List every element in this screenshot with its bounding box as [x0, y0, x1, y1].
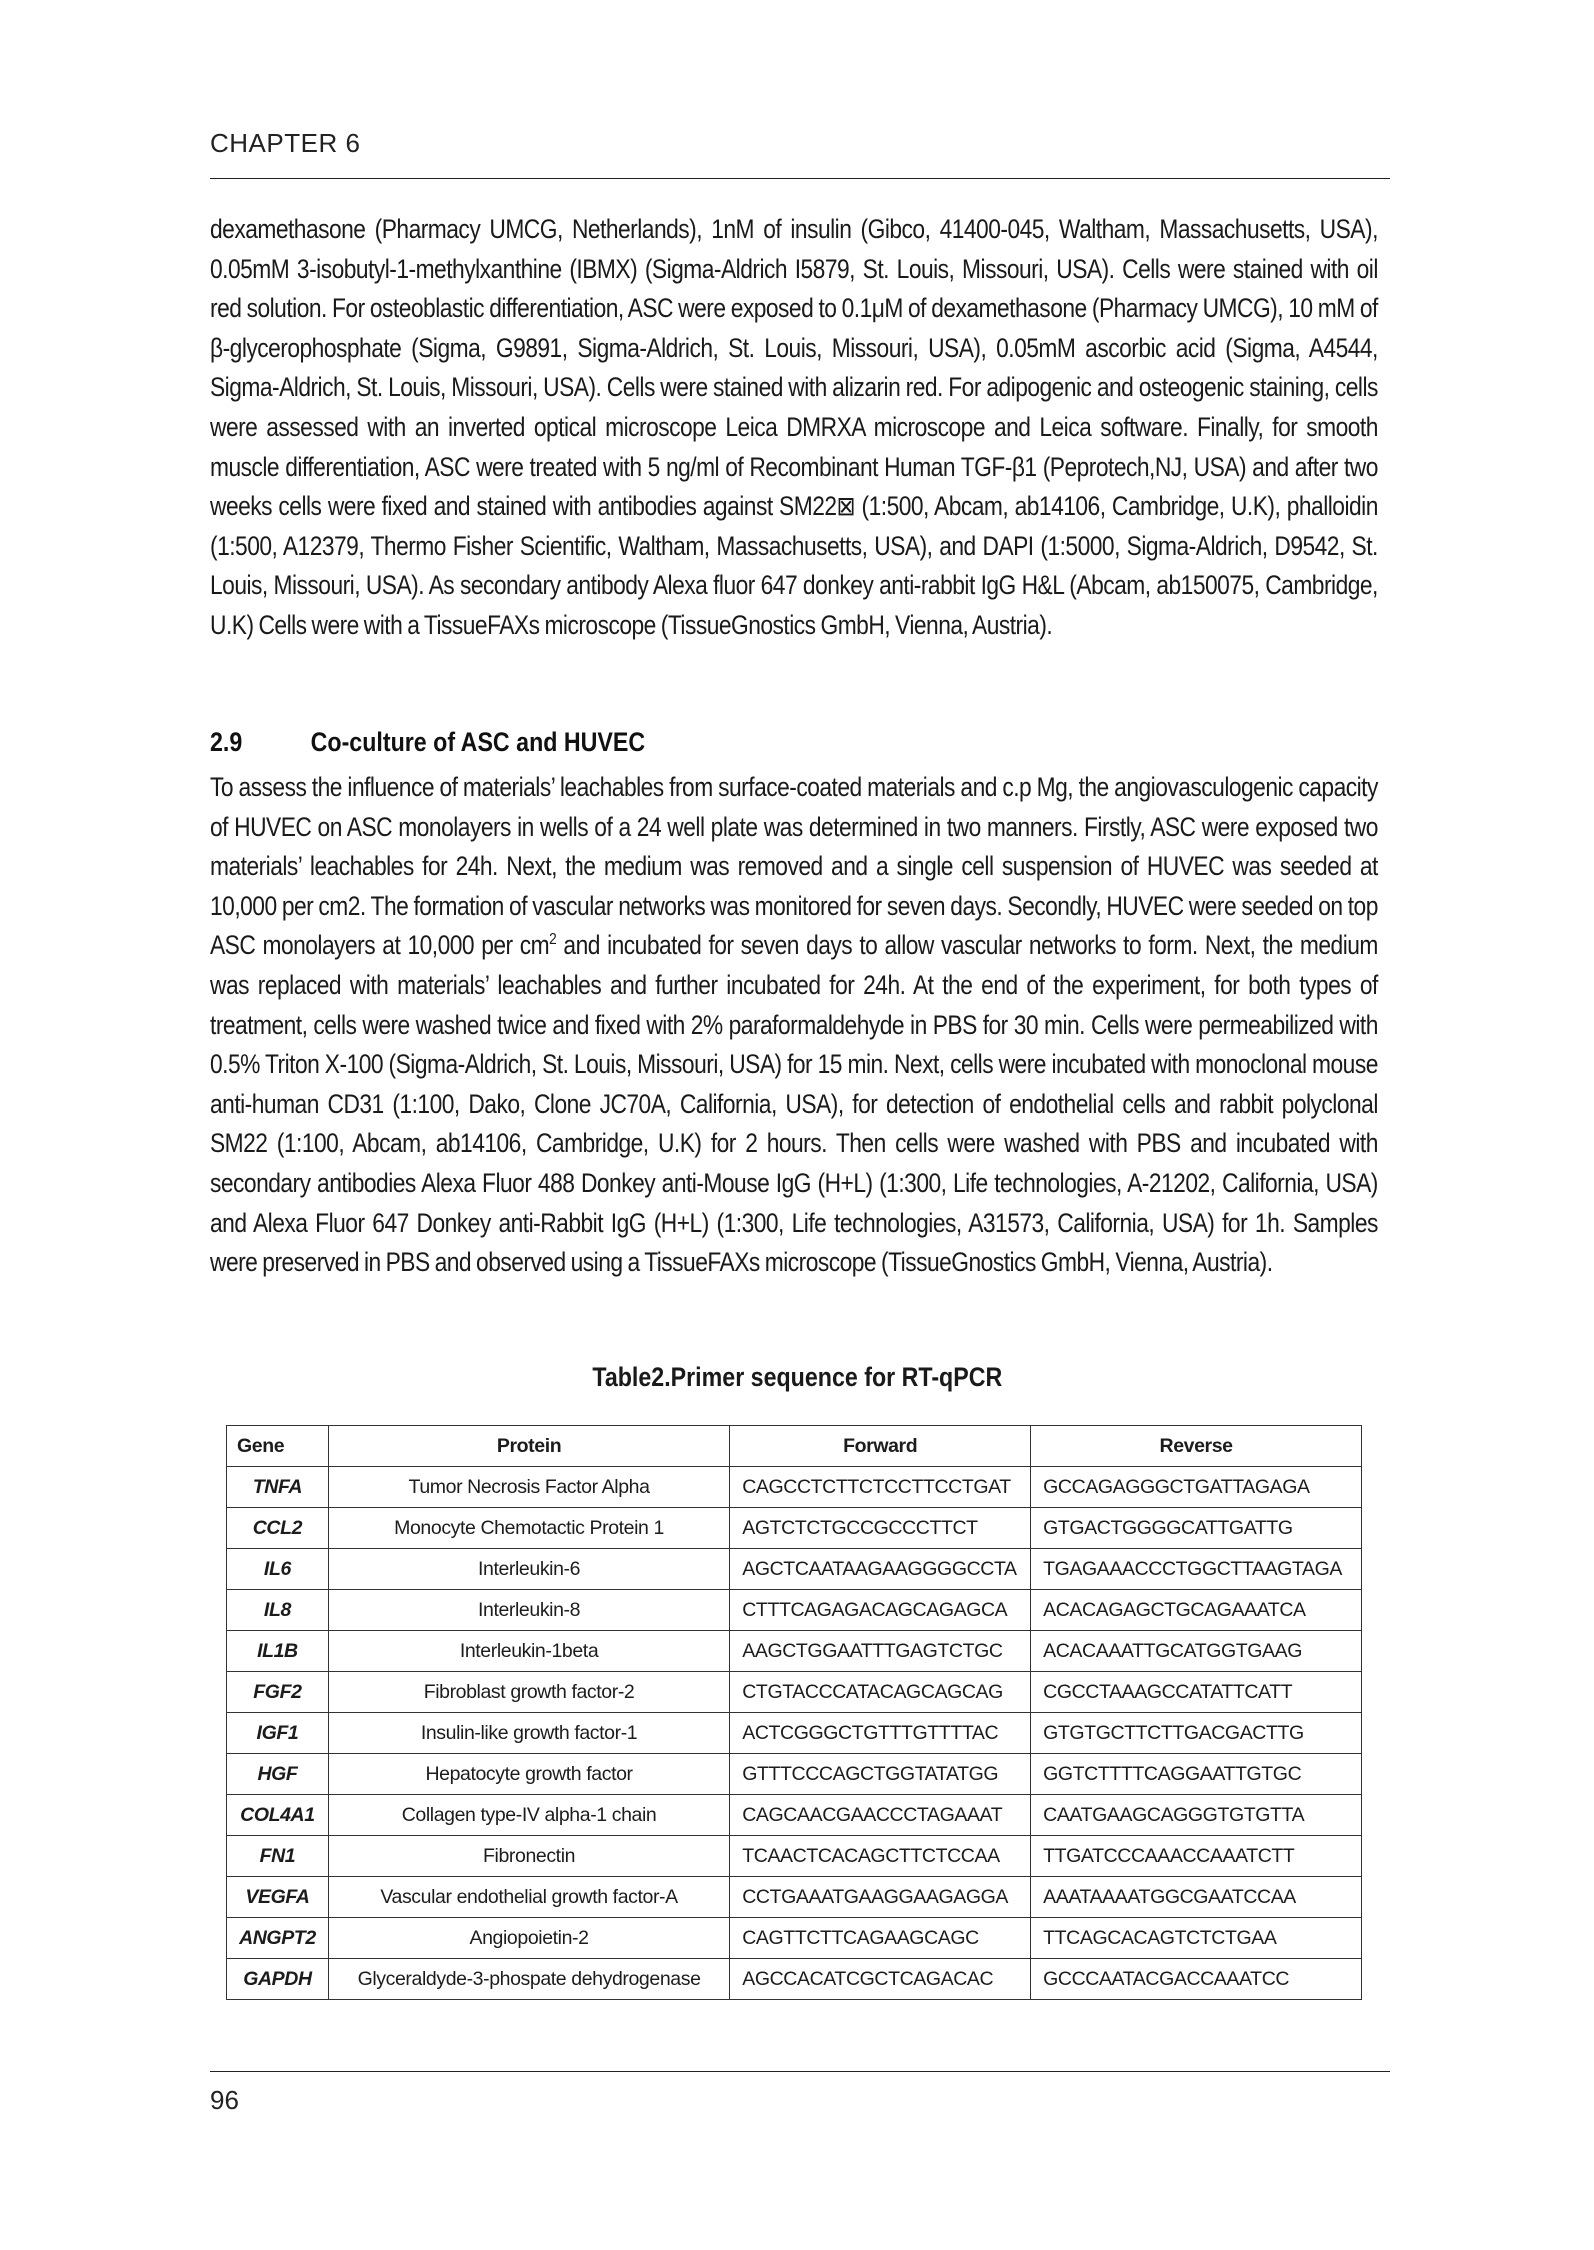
section-title: Co-culture of ASC and HUVEC [310, 727, 646, 757]
cell-reverse: ACACAAATTGCATGGTGAAG [1031, 1631, 1362, 1672]
header-reverse: Reverse [1031, 1426, 1362, 1467]
table-row [227, 1508, 1362, 1549]
cell-reverse: GTGACTGGGGCATTGATTG [1031, 1508, 1362, 1549]
cell-gene: CCL2 [227, 1508, 329, 1549]
cell-gene: COL4A1 [227, 1795, 329, 1836]
table-row [227, 1672, 1362, 1713]
table-row [227, 1467, 1362, 1508]
table-caption: Table2.Primer sequence for RT-qPCR [592, 1362, 1002, 1392]
table-row [227, 1918, 1362, 1959]
paragraph-coculture-part1: To assess the influence of materials’ leachables from surface-coated materials and c.p Mg, the angiovasculogenic capacity of HUVEC on ASC monolayers in wells of a 24 well plate was determined in two manners. Firstly, ASC were exposed two materials’ leachables for 24h. Next, the medium was removed and a single cell suspension of HUVEC was seeded at 10,000 per cm2. The formation of vascular networks was monitored for seven days. Secondly, HUVEC were seeded on top ASC monolayers at 10,000 per cm [210, 772, 1378, 961]
cell-reverse: CAATGAAGCAGGGTGTGTTA [1031, 1795, 1362, 1836]
table-row [227, 1713, 1362, 1754]
paragraph-coculture-part2: and incubated for seven days to allow vascular networks to form. Next, the medium was replaced with materials’ leachables and further incubated for 24h. At the end of the experiment, for both types of treatment, cells were washed twice and fixed with 2% paraformaldehyde in PBS for 30 min. Cells were permeabilized with 0.5% Triton X-100 (Sigma-Aldrich, St. Louis, Missouri, USA) for 15 min. Next, cells were incubated with monoclonal mouse anti-human CD31 (1:100, Dako, Clone JC70A, California, USA), for detection of endothelial cells and rabbit polyclonal SM22 (1:100, Abcam, ab14106, Cambridge, U.K) for 2 hours. Then cells were washed with PBS and incubated with secondary antibodies Alexa Fluor 488 Donkey anti-Mouse IgG (H+L) (1:300, Life technologies, A-21202, California, USA) and Alexa Fluor 647 Donkey anti-Rabbit IgG (H+L) (1:300, Life technologies, A31573, California, USA) for 1h. Samples were preserved in PBS and observed using a TissueFAXs microscope (TissueGnostics GmbH, Vienna, Austria). [210, 930, 1378, 1278]
table-header-row [227, 1426, 1362, 1467]
cell-reverse: AAATAAAATGGCGAATCCAA [1031, 1877, 1362, 1918]
header-gene: Gene [227, 1426, 329, 1467]
table-row [227, 1590, 1362, 1631]
cell-protein: Glyceraldyde-3-phospate dehydrogenase [328, 1959, 729, 2000]
cell-gene: IGF1 [227, 1713, 329, 1754]
cell-forward: CAGTTCTTCAGAAGCAGC [730, 1918, 1031, 1959]
cell-reverse: GTGTGCTTCTTGACGACTTG [1031, 1713, 1362, 1754]
table-row [227, 1836, 1362, 1877]
cell-forward: AGCCACATCGCTCAGACAC [730, 1959, 1031, 2000]
section-number: 2.9 [210, 727, 243, 757]
cell-reverse: TGAGAAACCCTGGCTTAAGTAGA [1031, 1549, 1362, 1590]
cell-forward: TCAACTCACAGCTTCTCCAA [730, 1836, 1031, 1877]
header-divider [210, 178, 1390, 179]
cell-reverse: CGCCTAAAGCCATATTCATT [1031, 1672, 1362, 1713]
cell-gene: HGF [227, 1754, 329, 1795]
cell-reverse: TTCAGCACAGTCTCTGAA [1031, 1918, 1362, 1959]
cell-gene: VEGFA [227, 1877, 329, 1918]
cell-forward: AAGCTGGAATTTGAGTCTGC [730, 1631, 1031, 1672]
table-row [227, 1877, 1362, 1918]
paragraph-differentiation: dexamethasone (Pharmacy UMCG, Netherlands), 1nM of insulin (Gibco, 41400-045, Waltham, Massachusetts, USA), 0.05mM 3-isobutyl-1-methylxanthine (IBMX) (Sigma-Aldrich I5879, St. Louis, Missouri, USA). Cells were stained with oil red solution. For osteoblastic differentiation, ASC were exposed to 0.1μM of dexamethasone (Pharmacy UMCG), 10 mM of β-glycerophosphate (Sigma, G9891, Sigma-Aldrich, St. Louis, Missouri, USA), 0.05mM ascorbic acid (Sigma, A4544, Sigma-Aldrich, St. Louis, Missouri, USA). Cells were stained with alizarin red. For adipogenic and osteogenic staining, cells were assessed with an inverted optical microscope Leica DMRXA microscope and Leica software. Finally, for smooth muscle differentiation, ASC were treated with 5 ng/ml of Recombinant Human TGF-β1 (Peprotech,NJ, USA) and after two weeks cells were fixed and stained with antibodies against SM22⊠ (1:500, Abcam, ab14106, Cambridge, U.K), phalloidin (1:500, A12379, Thermo Fisher Scientific, Waltham, Massachusetts, USA), and DAPI (1:5000, Sigma-Aldrich, D9542, St. Louis, Missouri, USA). As secondary antibody Alexa fluor 647 donkey anti-rabbit IgG H&L (Abcam, ab150075, Cambridge, U.K) Cells were with a TissueFAXs microscope (TissueGnostics GmbH, Vienna, Austria). [210, 214, 1378, 640]
paragraph-coculture [210, 768, 1378, 1283]
cell-reverse: TTGATCCCAAACCAAATCTT [1031, 1836, 1362, 1877]
cell-gene: FN1 [227, 1836, 329, 1877]
cell-forward: AGTCTCTGCCGCCCTTCT [730, 1508, 1031, 1549]
cell-protein: Vascular endothelial growth factor-A [328, 1877, 729, 1918]
table-row [227, 1754, 1362, 1795]
cell-protein: Interleukin-1beta [328, 1631, 729, 1672]
table-row [227, 1549, 1362, 1590]
cell-reverse: ACACAGAGCTGCAGAAATCA [1031, 1590, 1362, 1631]
cell-gene: IL6 [227, 1549, 329, 1590]
cell-protein: Interleukin-8 [328, 1590, 729, 1631]
cell-forward: CAGCCTCTTCTCCTTCCTGAT [730, 1467, 1031, 1508]
running-header: CHAPTER 6 [210, 128, 361, 158]
cell-forward: AGCTCAATAAGAAGGGGCCTA [730, 1549, 1031, 1590]
cell-protein: Interleukin-6 [328, 1549, 729, 1590]
cell-reverse: GCCAGAGGGCTGATTAGAGA [1031, 1467, 1362, 1508]
primer-table [226, 1425, 1362, 2000]
cell-gene: GAPDH [227, 1959, 329, 2000]
section-heading [210, 727, 645, 758]
cell-forward: ACTCGGGCTGTTTGTTTTAC [730, 1713, 1031, 1754]
cell-gene: IL8 [227, 1590, 329, 1631]
cell-reverse: GCCCAATACGACCAAATCC [1031, 1959, 1362, 2000]
cell-protein: Fibronectin [328, 1836, 729, 1877]
table-row [227, 1959, 1362, 2000]
cell-forward: CAGCAACGAACCCTAGAAAT [730, 1795, 1031, 1836]
table-caption-wrapper [0, 1362, 1594, 1393]
cell-gene: TNFA [227, 1467, 329, 1508]
cell-gene: IL1B [227, 1631, 329, 1672]
cell-reverse: GGTCTTTTCAGGAATTGTGC [1031, 1754, 1362, 1795]
cell-protein: Insulin-like growth factor-1 [328, 1713, 729, 1754]
cell-protein: Monocyte Chemotactic Protein 1 [328, 1508, 729, 1549]
cell-protein: Fibroblast growth factor-2 [328, 1672, 729, 1713]
superscript-2: 2 [549, 931, 557, 949]
cell-gene: FGF2 [227, 1672, 329, 1713]
header-protein: Protein [328, 1426, 729, 1467]
cell-protein: Collagen type-IV alpha-1 chain [328, 1795, 729, 1836]
footer-divider [210, 2071, 1390, 2072]
table-row [227, 1631, 1362, 1672]
cell-forward: CTTTCAGAGACAGCAGAGCA [730, 1590, 1031, 1631]
cell-protein: Angiopoietin-2 [328, 1918, 729, 1959]
cell-protein: Hepatocyte growth factor [328, 1754, 729, 1795]
cell-forward: GTTTCCCAGCTGGTATATGG [730, 1754, 1031, 1795]
cell-forward: CTGTACCCATACAGCAGCAG [730, 1672, 1031, 1713]
table-row [227, 1795, 1362, 1836]
cell-forward: CCTGAAATGAAGGAAGAGGA [730, 1877, 1031, 1918]
page-number: 96 [210, 2085, 239, 2115]
cell-gene: ANGPT2 [227, 1918, 329, 1959]
cell-protein: Tumor Necrosis Factor Alpha [328, 1467, 729, 1508]
header-forward: Forward [730, 1426, 1031, 1467]
